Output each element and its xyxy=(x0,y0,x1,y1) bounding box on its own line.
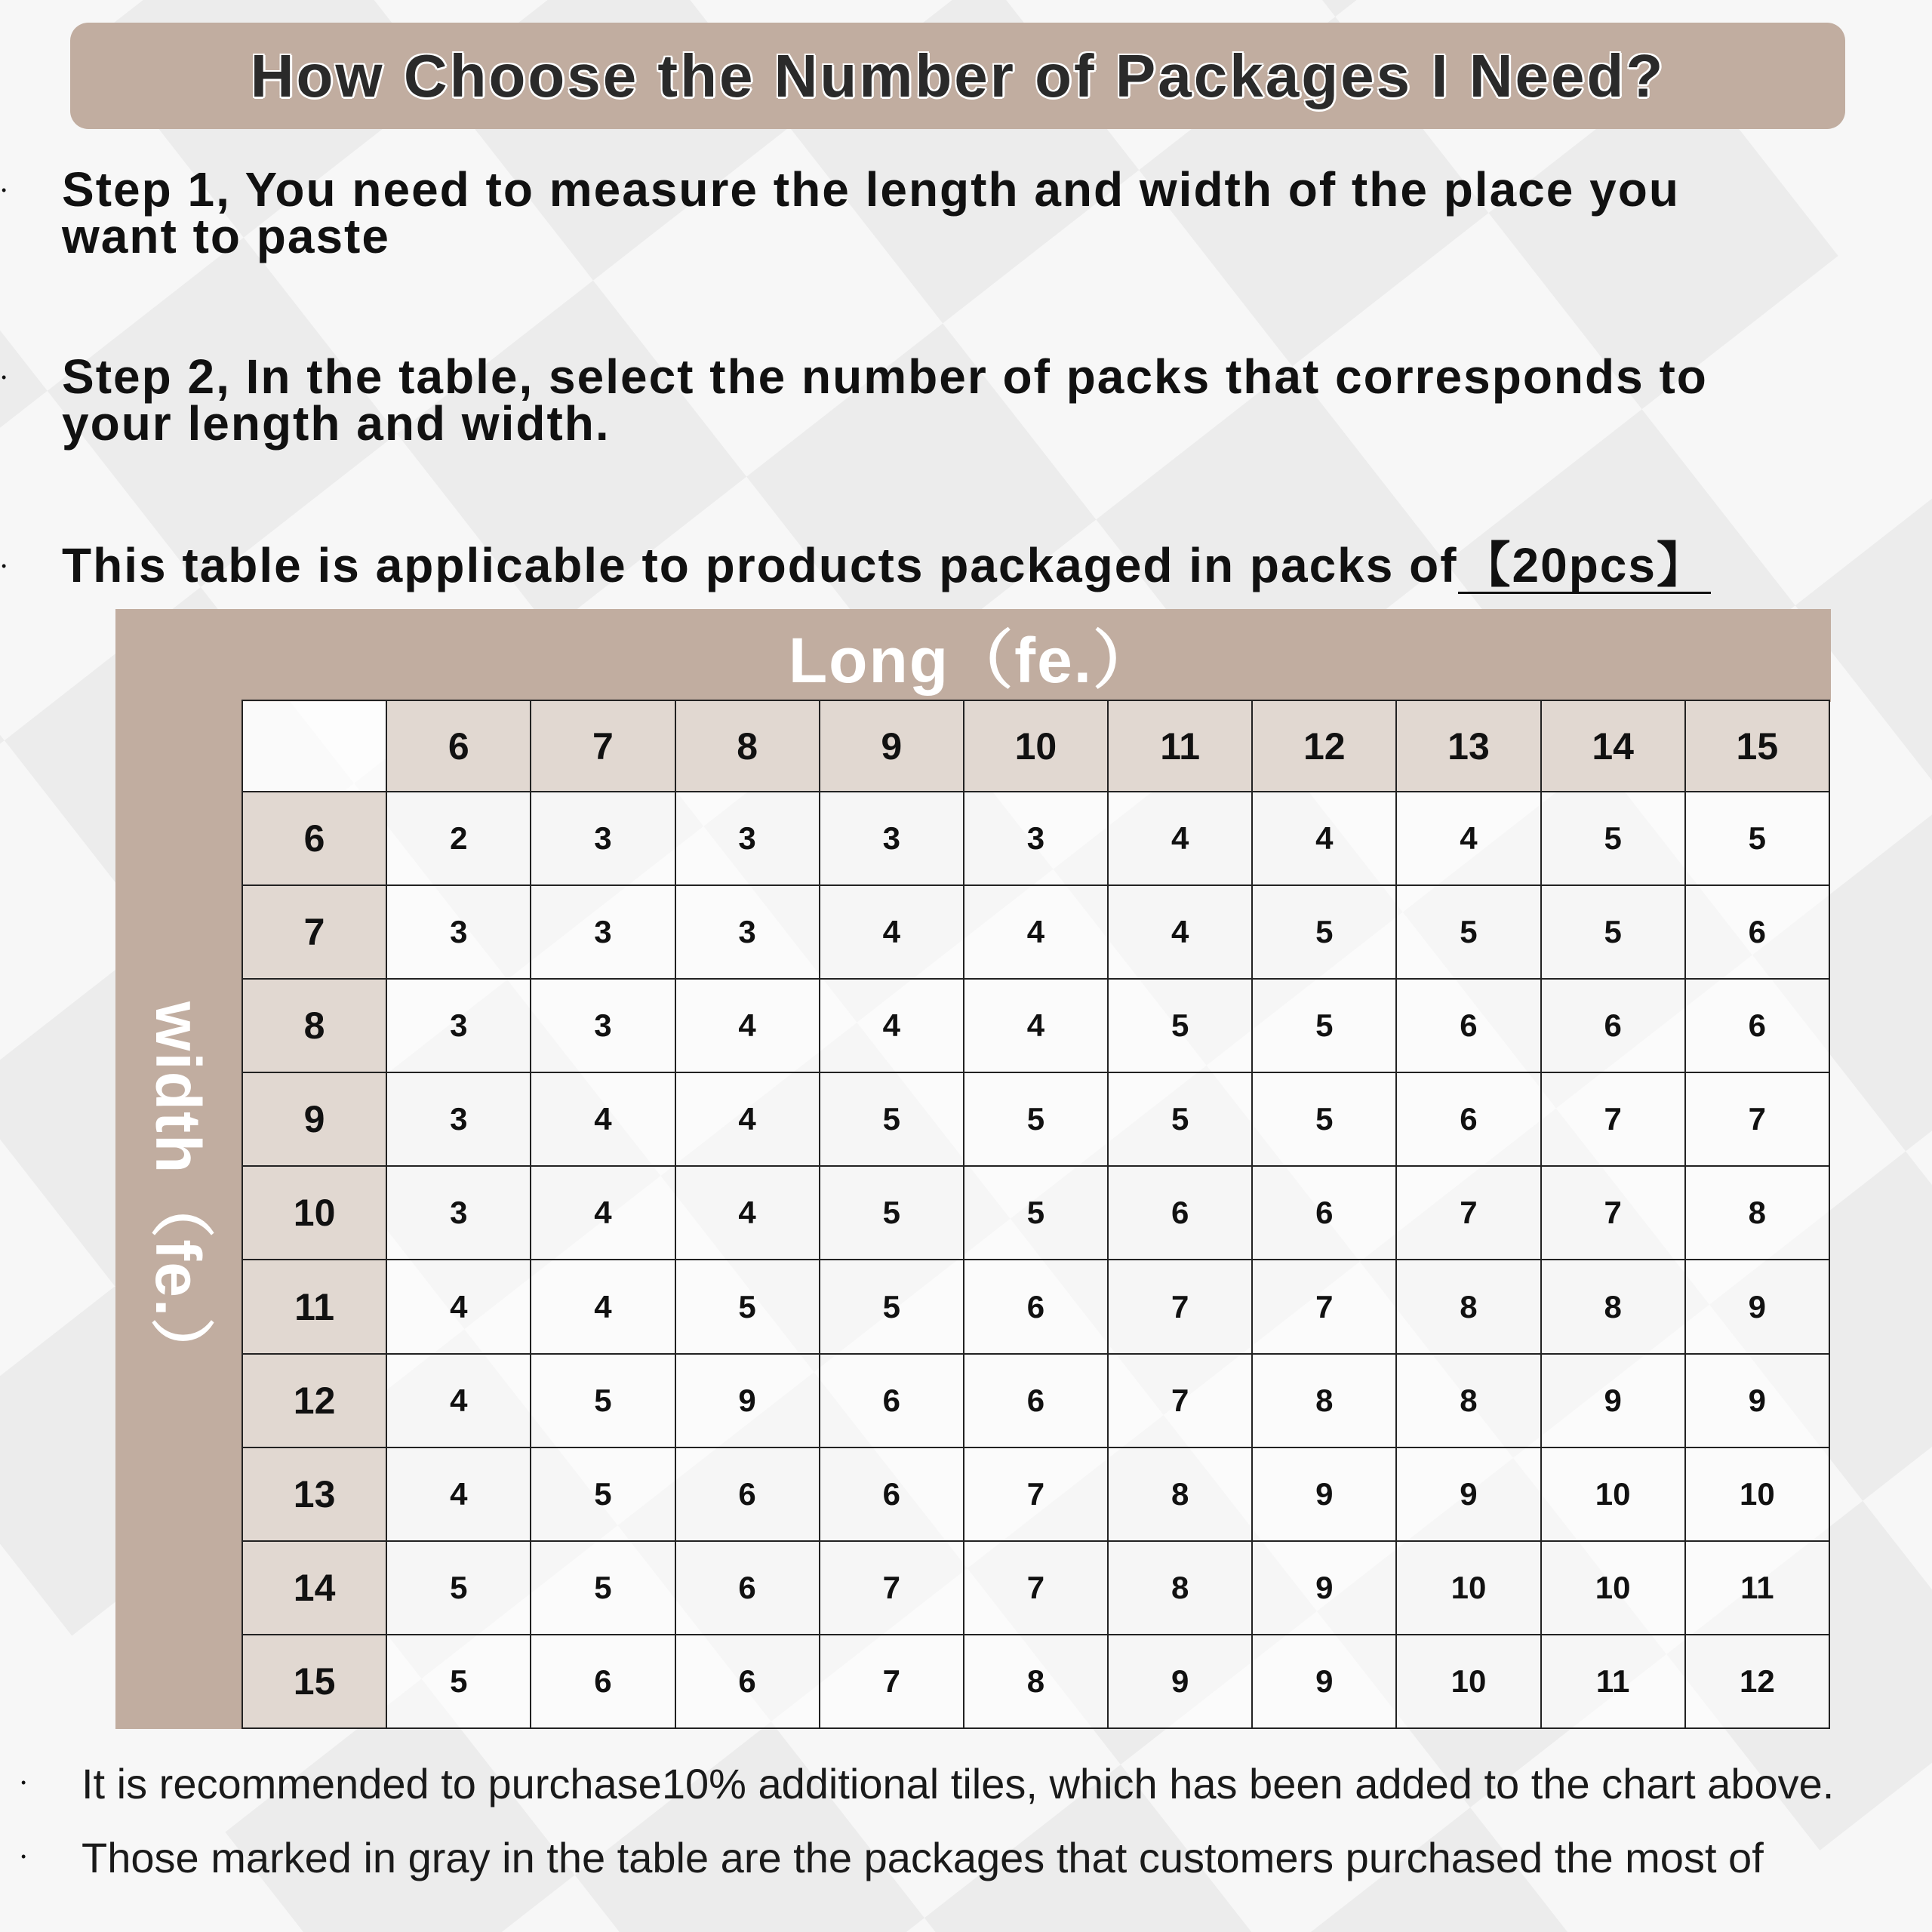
table-cell: 5 xyxy=(531,1354,675,1447)
table-row xyxy=(242,1541,1829,1635)
table-cell: 10 xyxy=(1541,1447,1685,1541)
table-cell: 8 xyxy=(964,1635,1108,1728)
table-cell: 7 xyxy=(964,1447,1108,1541)
packages-table xyxy=(242,700,1830,1729)
table-cell: 3 xyxy=(964,792,1108,885)
row-header: 12 xyxy=(242,1354,386,1447)
row-header: 7 xyxy=(242,885,386,979)
table-cell: 6 xyxy=(820,1447,964,1541)
table-cell: 6 xyxy=(1541,979,1685,1072)
step-2-line-2: your length and width. xyxy=(62,396,611,451)
table-cell: 12 xyxy=(1685,1635,1829,1728)
table-cell: 5 xyxy=(675,1260,820,1353)
table-cell: 4 xyxy=(1396,792,1540,885)
column-header: 9 xyxy=(820,700,964,792)
table-cell: 11 xyxy=(1685,1541,1829,1635)
table-cell: 11 xyxy=(1541,1635,1685,1728)
step-1-line-1: Step 1, You need to measure the length and width of the place you xyxy=(62,162,1680,217)
table-cell: 4 xyxy=(675,1166,820,1260)
table-cell: 10 xyxy=(1685,1447,1829,1541)
table-cell: 5 xyxy=(964,1072,1108,1166)
table-cell: 3 xyxy=(386,1166,531,1260)
step-2-line-1: Step 2, In the table, select the number of packs that corresponds to xyxy=(62,349,1708,404)
table-corner-cell xyxy=(242,700,386,792)
table-cell: 5 xyxy=(531,1541,675,1635)
table-cell: 6 xyxy=(1396,1072,1540,1166)
table-cell: 8 xyxy=(1108,1541,1252,1635)
note-additional-tiles: It is recommended to purchase10% additional tiles, which has been added to the chart above. xyxy=(82,1760,1835,1807)
table-cell: 5 xyxy=(386,1541,531,1635)
table-cell: 6 xyxy=(964,1354,1108,1447)
table-cell: 3 xyxy=(820,792,964,885)
table-row xyxy=(242,1260,1829,1353)
table-cell: 5 xyxy=(1108,979,1252,1072)
table-cell: 9 xyxy=(1685,1260,1829,1353)
table-cell: 3 xyxy=(386,979,531,1072)
table-cell: 5 xyxy=(1396,885,1540,979)
column-header: 13 xyxy=(1396,700,1540,792)
table-cell: 9 xyxy=(1396,1447,1540,1541)
table-cell: 4 xyxy=(675,1072,820,1166)
bullet-dot: • xyxy=(21,1849,26,1864)
long-axis-label: Long（fe.） xyxy=(788,625,1158,696)
row-header: 8 xyxy=(242,979,386,1072)
table-row xyxy=(242,1354,1829,1447)
table-cell: 8 xyxy=(1685,1166,1829,1260)
table-cell: 8 xyxy=(1252,1354,1396,1447)
table-cell: 5 xyxy=(820,1166,964,1260)
table-cell: 7 xyxy=(1108,1260,1252,1353)
table-cell: 4 xyxy=(531,1072,675,1166)
table-cell: 5 xyxy=(531,1447,675,1541)
row-header: 11 xyxy=(242,1260,386,1353)
column-header: 8 xyxy=(675,700,820,792)
table-cell: 5 xyxy=(964,1166,1108,1260)
column-header: 7 xyxy=(531,700,675,792)
table-row xyxy=(242,885,1829,979)
table-cell: 7 xyxy=(1108,1354,1252,1447)
table-cell: 5 xyxy=(1108,1072,1252,1166)
page-title: How Choose the Number of Packages I Need? xyxy=(250,42,1666,109)
table-cell: 7 xyxy=(1541,1072,1685,1166)
table-row xyxy=(242,1447,1829,1541)
table-cell: 3 xyxy=(531,979,675,1072)
table-row xyxy=(242,1635,1829,1728)
column-header: 15 xyxy=(1685,700,1829,792)
table-cell: 5 xyxy=(1541,885,1685,979)
table-cell: 10 xyxy=(1541,1541,1685,1635)
table-cell: 4 xyxy=(1108,885,1252,979)
table-cell: 5 xyxy=(1252,979,1396,1072)
column-header: 14 xyxy=(1541,700,1685,792)
table-cell: 7 xyxy=(1685,1072,1829,1166)
table-cell: 5 xyxy=(1685,792,1829,885)
step-2-text xyxy=(62,349,1903,451)
table-cell: 4 xyxy=(386,1260,531,1353)
table-cell: 9 xyxy=(1252,1541,1396,1635)
table-cell: 5 xyxy=(1252,885,1396,979)
row-header: 13 xyxy=(242,1447,386,1541)
table-cell: 5 xyxy=(1252,1072,1396,1166)
table-cell: 3 xyxy=(386,885,531,979)
table-cell: 6 xyxy=(1396,979,1540,1072)
step-1-text xyxy=(62,162,1903,263)
table-cell: 7 xyxy=(820,1635,964,1728)
table-cell: 3 xyxy=(531,885,675,979)
bullet-dot: • xyxy=(21,1775,26,1790)
table-cell: 10 xyxy=(1396,1541,1540,1635)
table-cell: 6 xyxy=(964,1260,1108,1353)
width-axis-label: width（fe.） xyxy=(143,1001,214,1383)
row-header: 6 xyxy=(242,792,386,885)
bullet-dot: • xyxy=(2,183,7,198)
table-cell: 4 xyxy=(820,885,964,979)
table-cell: 3 xyxy=(531,792,675,885)
applicable-label: This table is applicable to products packaged in packs of xyxy=(62,538,1458,592)
width-axis-label-wrap xyxy=(115,996,242,1389)
table-row xyxy=(242,979,1829,1072)
table-cell: 7 xyxy=(1541,1166,1685,1260)
table-cell: 9 xyxy=(1685,1354,1829,1447)
table-cell: 3 xyxy=(675,792,820,885)
bullet-dot: • xyxy=(2,558,7,574)
table-row xyxy=(242,792,1829,885)
table-cell: 10 xyxy=(1396,1635,1540,1728)
applicable-text xyxy=(62,538,1903,594)
table-cell: 7 xyxy=(820,1541,964,1635)
row-header: 15 xyxy=(242,1635,386,1728)
table-cell: 9 xyxy=(1541,1354,1685,1447)
table-cell: 6 xyxy=(675,1541,820,1635)
table-cell: 4 xyxy=(386,1354,531,1447)
table-cell: 7 xyxy=(964,1541,1108,1635)
table-cell: 5 xyxy=(386,1635,531,1728)
table-cell: 4 xyxy=(964,885,1108,979)
table-cell: 9 xyxy=(675,1354,820,1447)
table-cell: 6 xyxy=(1108,1166,1252,1260)
table-cell: 6 xyxy=(531,1635,675,1728)
table-cell: 6 xyxy=(1252,1166,1396,1260)
row-header: 10 xyxy=(242,1166,386,1260)
step-1-line-2: want to paste xyxy=(62,209,390,263)
table-cell: 9 xyxy=(1108,1635,1252,1728)
table-cell: 7 xyxy=(1252,1260,1396,1353)
table-cell: 6 xyxy=(675,1447,820,1541)
table-cell: 2 xyxy=(386,792,531,885)
table-cell: 6 xyxy=(675,1635,820,1728)
table-cell: 5 xyxy=(820,1072,964,1166)
table-cell: 3 xyxy=(675,885,820,979)
table-cell: 4 xyxy=(531,1260,675,1353)
table-cell: 8 xyxy=(1108,1447,1252,1541)
table-cell: 8 xyxy=(1396,1260,1540,1353)
table-cell: 6 xyxy=(820,1354,964,1447)
table-cell: 8 xyxy=(1541,1260,1685,1353)
table-cell: 9 xyxy=(1252,1447,1396,1541)
bullet-dot: • xyxy=(2,370,7,385)
table-cell: 4 xyxy=(386,1447,531,1541)
table-header-row xyxy=(242,700,1829,792)
table-cell: 5 xyxy=(820,1260,964,1353)
table-cell: 4 xyxy=(1252,792,1396,885)
row-header: 9 xyxy=(242,1072,386,1166)
column-header: 10 xyxy=(964,700,1108,792)
table-cell: 4 xyxy=(1108,792,1252,885)
note-gray-packages: Those marked in gray in the table are the packages that customers purchased the most of xyxy=(82,1834,1764,1881)
table-cell: 6 xyxy=(1685,885,1829,979)
column-header: 11 xyxy=(1108,700,1252,792)
column-header: 12 xyxy=(1252,700,1396,792)
table-row xyxy=(242,1166,1829,1260)
table-cell: 7 xyxy=(1396,1166,1540,1260)
pack-size: 【20pcs】 xyxy=(1458,542,1711,594)
table-cell: 6 xyxy=(1685,979,1829,1072)
column-header: 6 xyxy=(386,700,531,792)
table-row xyxy=(242,1072,1829,1166)
table-cell: 8 xyxy=(1396,1354,1540,1447)
table-cell: 9 xyxy=(1252,1635,1396,1728)
table-cell: 4 xyxy=(531,1166,675,1260)
table-cell: 3 xyxy=(386,1072,531,1166)
title-banner xyxy=(70,23,1845,129)
table-cell: 4 xyxy=(675,979,820,1072)
table-cell: 5 xyxy=(1541,792,1685,885)
row-header: 14 xyxy=(242,1541,386,1635)
table-cell: 4 xyxy=(820,979,964,1072)
table-cell: 4 xyxy=(964,979,1108,1072)
